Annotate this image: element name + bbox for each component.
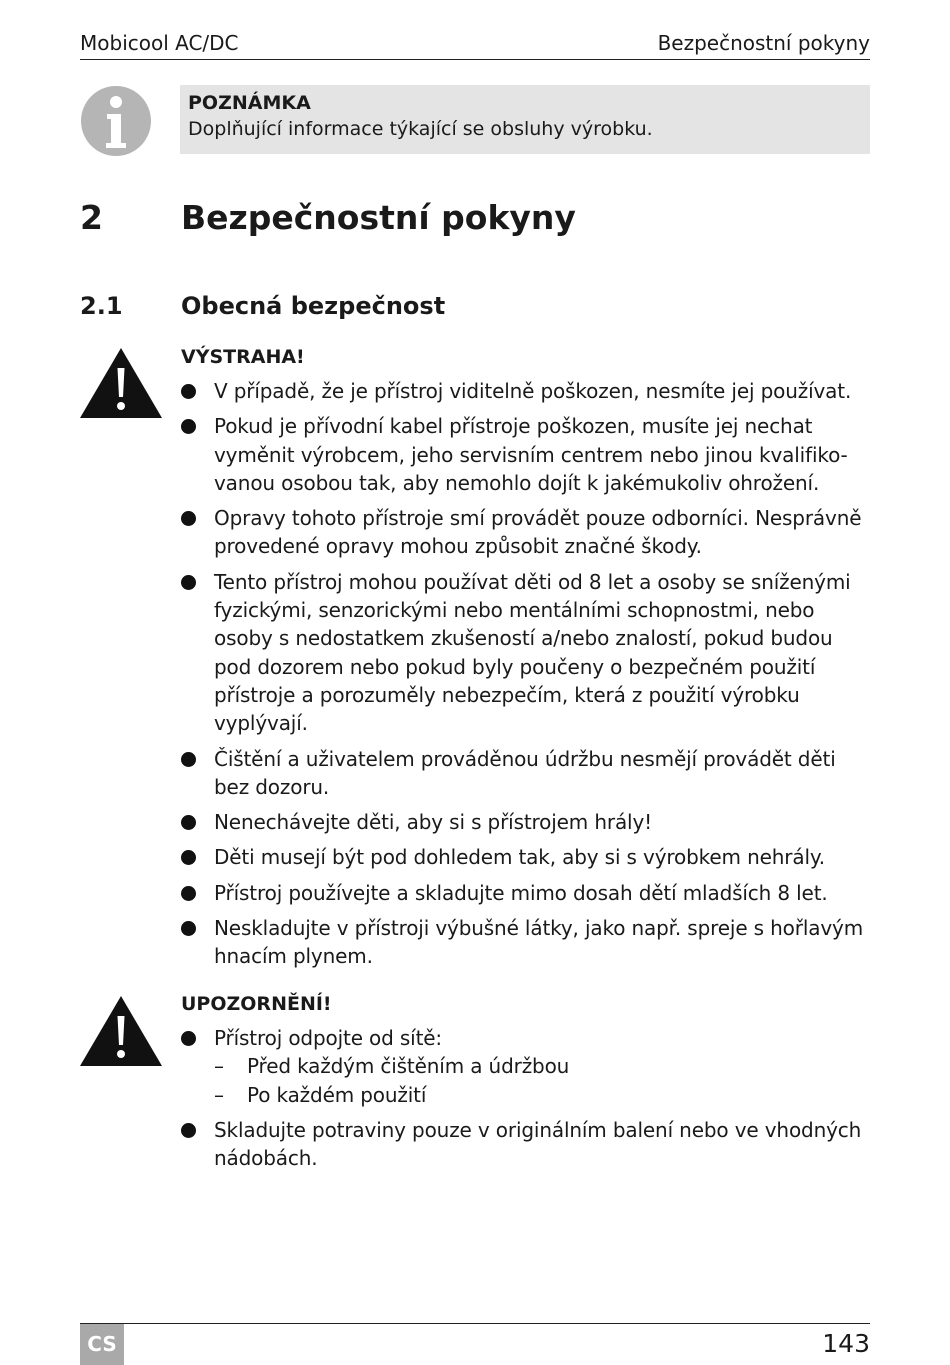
note-title: POZNÁMKA — [188, 92, 311, 114]
bullet-icon — [181, 1031, 196, 1046]
bullet-icon — [181, 419, 196, 434]
bullet-icon — [181, 752, 196, 767]
section-title: Bezpečnostní pokyny — [181, 198, 576, 237]
language-badge: CS — [80, 1324, 124, 1365]
bullet-icon — [181, 815, 196, 830]
bullet-icon — [181, 1123, 196, 1138]
dash-bullet: – — [214, 1054, 224, 1079]
warning-block — [181, 343, 871, 978]
section-number: 2 — [80, 198, 103, 237]
caution-block — [181, 990, 871, 1179]
caution-list — [181, 1024, 871, 1172]
bullet-icon — [181, 921, 196, 936]
bullet-icon — [181, 511, 196, 526]
header-product-name: Mobicool AC/DC — [80, 31, 239, 55]
list-item: Přístroj používejte a skladujte mimo dosah dětí mladších 8 let. — [181, 879, 871, 907]
page-header — [80, 28, 870, 60]
subsection-title: Obecná bezpečnost — [181, 292, 446, 320]
warning-triangle-icon — [80, 996, 162, 1066]
subsection-number: 2.1 — [80, 292, 123, 320]
list-item: Neskladujte v přístroji výbušné látky, jako např. spreje s hořlavým hnacím plynem. — [181, 914, 871, 971]
list-item: Pokud je přívodní kabel přístroje poškozen, musíte jej nechat vyměnit výrobcem, jeho servisním centrem nebo jinou kvalifiko-vanou osobou tak, aby nemohlo dojít k jakémukoliv ohrožení. — [181, 412, 871, 497]
list-item: V případě, že je přístroj viditelně poškozen, nesmíte jej používat. — [181, 377, 871, 405]
sub-list-item: – Před každým čištěním a údržbou — [214, 1052, 871, 1080]
caution-title: UPOZORNĚNÍ! — [181, 993, 332, 1015]
warning-title: VÝSTRAHA! — [181, 346, 305, 368]
note-box — [180, 85, 870, 154]
list-item: Nenechávejte děti, aby si s přístrojem hrály! — [181, 808, 871, 836]
list-item: Přístroj odpojte od sítě: – Před každým čištěním a údržbou – Po každém použití — [181, 1024, 871, 1109]
bullet-icon — [181, 575, 196, 590]
list-item: Děti musejí být pod dohledem tak, aby si s výrobkem nehrály. — [181, 843, 871, 871]
page-number: 143 — [822, 1329, 870, 1358]
warning-list — [181, 377, 871, 971]
list-item: Čištění a uživatelem prováděnou údržbu nesmějí provádět děti bez dozoru. — [181, 745, 871, 802]
sub-list-item: – Po každém použití — [214, 1081, 871, 1109]
bullet-icon — [181, 886, 196, 901]
header-chapter-title: Bezpečnostní pokyny — [657, 31, 870, 55]
info-icon — [80, 85, 152, 157]
bullet-icon — [181, 850, 196, 865]
footer-divider — [80, 1323, 870, 1324]
list-item: Opravy tohoto přístroje smí provádět pouze odborníci. Nesprávně provedené opravy mohou způsobit značné škody. — [181, 504, 871, 561]
warning-triangle-icon — [80, 348, 162, 418]
list-item: Skladujte potraviny pouze v originálním balení nebo ve vhodných nádobách. — [181, 1116, 871, 1173]
bullet-icon — [181, 384, 196, 399]
list-item: Tento přístroj mohou používat děti od 8 let a osoby se sníženými fyzickými, senzorickými nebo mentálními schopnostmi, nebo osoby s nedostatkem zkušeností a/nebo znalostí, pokud budou pod dozorem nebo pokud byly poučeny o bezpečném použití přístroje a porozuměly nebezpečím, která z použití výrobku vyplývají. — [181, 568, 871, 738]
note-text: Doplňující informace týkající se obsluhy výrobku. — [188, 118, 653, 140]
dash-bullet: – — [214, 1082, 224, 1107]
